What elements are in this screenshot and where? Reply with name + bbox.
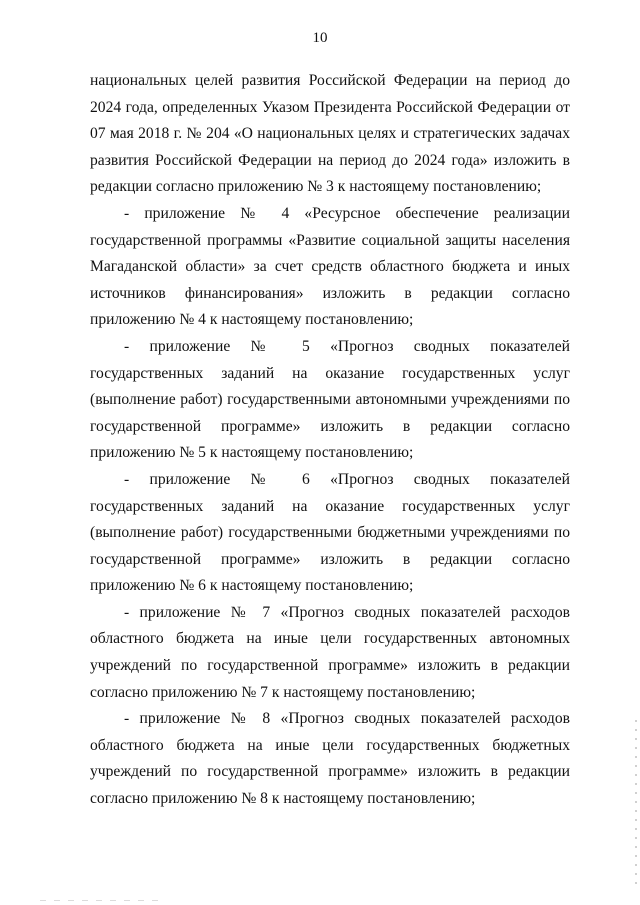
- paragraph-appendix-8: - приложение № 8 «Прогноз сводных показателей расходов областного бюджета на иные цели государственных бюджетных учреждений по государственной программе» изложить в редакции согласно приложению № 8 к настоящему постановлению;: [90, 710, 570, 808]
- paragraph-appendix-7: - приложение № 7 «Прогноз сводных показателей расходов областного бюджета на иные цели государственных автономных учреждений по государственной программе» изложить в редакции согласно приложению № 7 к настоящему постановлению;: [90, 603, 570, 701]
- paragraph-appendix-6: - приложение № 6 «Прогноз сводных показателей государственных заданий на оказание государственных услуг (выполнение работ) государственными бюджетными учреждениями по государственной программе» изложить в редакции согласно приложению № 6 к настоящему постановлению;: [90, 470, 570, 595]
- paragraph-intro: национальных целей развития Российской Федерации на период до 2024 года, определенных Указом Президента Российской Федерации от 07 мая 2018 г. № 204 «О национальных целях и стратегических задачах развития Российской Федерации на период до 2024 года» изложить в редакции согласно приложению № 3 к настоящему постановлению;: [90, 72, 570, 196]
- paragraph-appendix-5: - приложение № 5 «Прогноз сводных показателей государственных заданий на оказание государственных услуг (выполнение работ) государственными автономными учреждениями по государственной программе» изложить в редакции согласно приложению № 5 к настоящему постановлению;: [90, 337, 570, 462]
- scan-edge-mark: [635, 720, 637, 890]
- scan-bottom-mark: [40, 900, 160, 901]
- page-number: 10: [312, 30, 328, 46]
- document-body: [90, 68, 570, 813]
- paragraph-appendix-4: - приложение № 4 «Ресурсное обеспечение реализации государственной программы «Развитие социальной защиты населения Магаданской области» за счет средств областного бюджета и иных источников финансирования» изложить в редакции согласно приложению № 4 к настоящему постановлению;: [90, 204, 570, 329]
